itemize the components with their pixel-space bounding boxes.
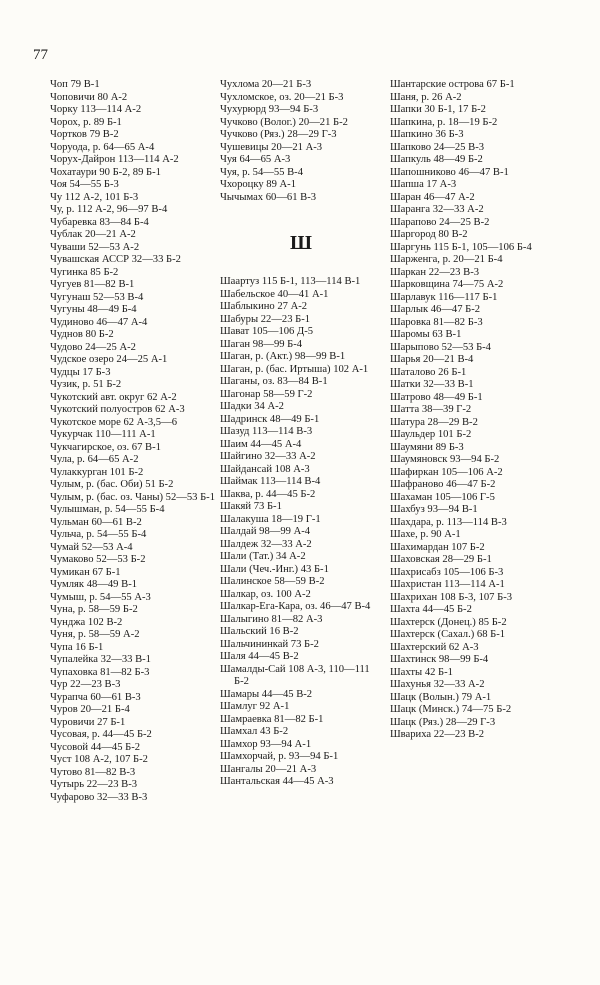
index-column-1 [50,79,215,804]
index-entry: Шантарские острова 67 Б-1 [390,79,515,90]
index-entry: Шаран 46—47 А-2 [390,191,475,203]
index-entry: Шали (Чеч.-Инг.) 43 Б-1 [220,563,329,575]
index-entry: Чу, р. 112 А-2, 96—97 В-4 [50,204,168,215]
index-entry: Чоп 79 В-1 [50,79,100,90]
index-entry: Чоповичи 80 А-2 [50,91,128,103]
index-entry: Шатрово 48—49 Б-1 [390,391,483,403]
index-entry: Чудцы 17 Б-3 [50,366,111,378]
index-entry: Шакяй 73 Б-1 [220,501,282,512]
index-entry: Чумикан 67 Б-1 [50,566,121,578]
index-entry: Шаранга 32—33 А-2 [390,204,484,215]
index-entry: Шамхал 43 Б-2 [220,726,289,737]
index-entry: Чудское озеро 24—25 А-1 [50,354,168,365]
index-entry: Чулым, р. (бас. оз. Чаны) 52—53 Б-1 [50,491,215,503]
index-entry: Шамлуг 92 А-1 [220,701,290,712]
index-entry: Чумай 52—53 А-4 [50,541,133,553]
index-entry: Шахрисабз 105—106 Б-3 [390,566,504,578]
page-number: 77 [33,47,48,63]
index-entry: Шальский 16 В-2 [220,626,299,637]
index-entry: Шапошниково 46—47 В-1 [390,166,509,178]
index-entry: Шаган 98—99 Б-4 [220,338,303,350]
index-entry: Шали (Тат.) 34 А-2 [220,551,306,562]
index-entry: Шахты 42 Б-1 [390,666,453,678]
index-entry: Чуня, р. 58—59 А-2 [50,629,140,640]
index-entry: Чорух-Дайрон 113—114 А-2 [50,154,179,165]
index-entry: Шантальская 44—45 А-3 [220,776,334,787]
index-entry: Шахтерский 62 А-3 [390,641,479,653]
index-entry: Чоя 54—55 Б-3 [50,179,119,190]
index-entry: Чу 112 А-2, 101 Б-3 [50,191,139,203]
index-entry: Чулым, р. (бас. Оби) 51 Б-2 [50,479,174,490]
index-entry: Чорку 113—114 А-2 [50,104,142,115]
index-entry: Шаим 44—45 А-4 [220,438,302,450]
index-entry: Чусовой 44—45 Б-2 [50,741,141,753]
index-entry: Чублак 20—21 А-2 [50,229,136,240]
index-entry: Чупалейка 32—33 В-1 [50,654,151,665]
index-entry: Шарженга, р. 20—21 Б-4 [390,254,503,265]
index-column-2 [220,79,382,789]
index-entry: Шаумяни 89 Б-3 [390,441,464,453]
index-entry: Чутырь 22—23 В-3 [50,779,138,790]
index-entry: Шацк (Ряз.) 28—29 Г-3 [390,716,496,728]
section-letter-heading: Ш [290,232,312,254]
index-entry: Чхороцку 89 А-1 [220,179,296,190]
index-entry: Шахристан 113—114 А-1 [390,579,505,590]
index-entry: Шазуд 113—114 В-3 [220,426,313,437]
index-entry: Чычымах 60—61 В-3 [220,191,317,203]
index-entry: Шават 105—106 Д-5 [220,326,314,337]
index-entry: Чушевицы 20—21 А-3 [220,141,323,153]
index-entry: Шапки 30 Б-1, 17 Б-2 [390,104,486,115]
index-entry: Чумыш, р. 54—55 А-3 [50,591,151,603]
index-entry: Шарыпово 52—53 Б-4 [390,341,491,353]
index-entry: Шаня, р. 26 А-2 [390,91,462,103]
index-entry: Шаган, р. (Акт.) 98—99 В-1 [220,351,346,362]
index-entry: Чукотский полуостров 62 А-3 [50,404,185,415]
index-entry: Шахбуз 93—94 В-1 [390,504,478,515]
index-entry: Чудиново 46—47 А-4 [50,316,148,328]
index-entry: Шацк (Минск.) 74—75 Б-2 [390,704,512,715]
index-entry: Чухлома 20—21 Б-3 [220,79,312,90]
index-entry: Шалдай 98—99 А-4 [220,526,311,537]
index-entry: Шамраевка 81—82 Б-1 [220,713,324,725]
index-entry: Чунджа 102 В-2 [50,616,123,628]
index-entry: Шахе, р. 90 А-1 [390,529,461,540]
index-entry: Чузик, р. 51 Б-2 [50,379,122,390]
index-entry: Шаргород 80 В-2 [390,229,468,240]
index-entry: Шаган, р. (бас. Иртыша) 102 А-1 [220,363,369,375]
index-entry: Шарлавук 116—117 Б-1 [390,291,498,303]
index-entry: Шахунья 32—33 А-2 [390,679,485,690]
index-entry: Шаартуз 115 Б-1, 113—114 В-1 [220,276,361,287]
index-entry: Чукотское море 62 А-3,5—6 [50,416,177,428]
index-entry: Шангалы 20—21 А-3 [220,763,317,775]
index-entry: Чукотский авт. округ 62 А-2 [50,391,177,403]
index-entry: Чутово 81—82 В-3 [50,766,136,778]
index-entry: Чуваши 52—53 А-2 [50,241,140,253]
index-entry: Шапково 24—25 В-3 [390,141,485,153]
index-entry: Чучково (Волог.) 20—21 Б-2 [220,116,348,128]
index-entry: Чуров 20—21 Б-4 [50,704,130,715]
index-entry: Чумляк 48—49 В-1 [50,579,138,590]
index-entry: Шаблыкино 27 А-2 [220,301,308,312]
index-entry: Шалдеж 32—33 А-2 [220,538,312,550]
index-entry: Шаганы, оз. 83—84 В-1 [220,376,328,387]
index-entry: Шацк (Волын.) 79 А-1 [390,691,492,703]
index-entry: Чуя, р. 54—55 В-4 [220,166,304,178]
index-entry: Чульча, р. 54—55 Б-4 [50,529,147,540]
index-entry: Шапша 17 А-3 [390,179,457,190]
index-entry: Шаталово 26 Б-1 [390,366,467,378]
index-entry: Чуфарово 32—33 В-3 [50,791,148,803]
index-entry: Чусовая, р. 44—45 Б-2 [50,729,152,740]
index-entry: Шальчининкай 73 Б-2 [220,638,319,650]
index-entry: Шалыгино 81—82 А-3 [220,613,323,625]
index-entry: Шахдара, р. 113—114 В-3 [390,516,507,528]
index-entry: Чоруода, р. 64—65 А-4 [50,141,155,153]
index-entry: Шатта 38—39 Г-2 [390,404,472,415]
index-entry: Шапкина, р. 18—19 Б-2 [390,116,498,128]
index-entry: Шарапово 24—25 В-2 [390,216,490,228]
index-entry: Шаркан 22—23 В-3 [390,266,480,278]
index-entry: Швариха 22—23 В-2 [390,729,485,740]
index-entry: Шалакуша 18—19 Г-1 [220,513,321,525]
index-entry: Чуя 64—65 А-3 [220,154,291,165]
index-entry: Шаульдер 101 Б-2 [390,429,472,440]
index-entry: Шапкино 36 Б-3 [390,129,464,140]
index-entry: Шамалды-Сай 108 А-3, 110—111 Б-2 [220,663,370,687]
index-entry: Чугинка 85 Б-2 [50,266,119,278]
index-entry: Шахтерск (Сахал.) 68 Б-1 [390,629,506,640]
index-entry: Чувашская АССР 32—33 Б-2 [50,254,181,265]
index-entry: Чулышман, р. 54—55 Б-4 [50,504,165,515]
index-entry: Шаймак 113—114 В-4 [220,476,321,487]
index-entry: Чухломское, оз. 20—21 Б-3 [220,91,344,103]
index-entry: Шатура 28—29 В-2 [390,416,478,428]
index-entry: Шарковщина 74—75 А-2 [390,279,504,290]
index-entry: Чуднов 80 Б-2 [50,329,114,340]
index-entry: Шагонар 58—59 Г-2 [220,388,313,400]
index-entry: Шаровка 81—82 Б-3 [390,316,483,328]
index-entry: Чучково (Ряз.) 28—29 Г-3 [220,129,337,140]
index-entry: Шарья 20—21 В-4 [390,354,474,365]
index-entry: Шалкар-Ега-Кара, оз. 46—47 В-4 [220,601,371,612]
index-entry: Шаргунь 115 Б-1, 105—106 Б-4 [390,241,532,253]
index-entry: Шахтерск (Донец.) 85 Б-2 [390,616,507,628]
index-entry: Шарлык 46—47 Б-2 [390,304,481,315]
index-entry: Шахимардан 107 Б-2 [390,541,485,553]
index-entry: Чуровичи 27 Б-1 [50,716,126,728]
index-entry: Шамары 44—45 В-2 [220,688,313,700]
index-entry: Чула, р. 64—65 А-2 [50,454,139,465]
index-entry: Шайдансай 108 А-3 [220,463,310,475]
index-entry: Чупа 16 Б-1 [50,641,104,653]
index-entry: Чумаково 52—53 Б-2 [50,554,146,565]
index-entry: Чурапча 60—61 В-3 [50,691,141,703]
index-entry: Чугунаш 52—53 В-4 [50,291,144,303]
index-entry: Чубаревка 83—84 Б-4 [50,216,149,228]
index-entry: Шамхорчай, р. 93—94 Б-1 [220,751,339,762]
index-entry: Шафиркан 105—106 А-2 [390,466,503,478]
index-entry: Чуна, р. 58—59 Б-2 [50,604,138,615]
index-entry: Чухурюрд 93—94 Б-3 [220,104,319,115]
index-entry: Чугуев 81—82 В-1 [50,279,135,290]
index-entry: Шаромы 63 В-1 [390,329,462,340]
index-entry: Чохатаури 90 Б-2, 89 Б-1 [50,166,161,178]
index-entry: Шахаман 105—106 Г-5 [390,491,495,503]
index-entry: Шахтинск 98—99 Б-4 [390,654,489,665]
index-entry: Чуст 108 А-2, 107 Б-2 [50,754,148,765]
index-entry: Шаумяновск 93—94 Б-2 [390,454,500,465]
index-entry: Шабуры 22—23 Б-1 [220,313,311,325]
index-entry: Чудово 24—25 А-2 [50,341,136,353]
index-entry: Чулаккурган 101 Б-2 [50,466,144,478]
index-entry: Шадринск 48—49 Б-1 [220,413,320,425]
index-entry: Чур 22—23 В-3 [50,679,121,690]
index-entry: Шапкуль 48—49 Б-2 [390,154,483,165]
index-entry: Шабельское 40—41 А-1 [220,288,329,300]
index-entry: Шаховская 28—29 Б-1 [390,554,492,565]
index-entry: Шадки 34 А-2 [220,401,284,412]
index-entry: Чукчагирское, оз. 67 В-1 [50,441,161,453]
index-entry: Чортков 79 В-2 [50,129,119,140]
index-entry: Шамхор 93—94 А-1 [220,738,312,750]
index-entry: Шалинское 58—59 В-2 [220,576,325,587]
index-entry: Шафраново 46—47 Б-2 [390,479,496,490]
index-entry: Шаква, р. 44—45 Б-2 [220,488,316,500]
index-entry: Чупаховка 81—82 Б-3 [50,666,150,678]
index-entry: Шатки 32—33 В-1 [390,379,474,390]
index-entry: Чугуны 48—49 Б-4 [50,304,137,315]
index-entry: Чукурчак 110—111 А-1 [50,429,156,440]
index-entry: Чорох, р. 89 Б-1 [50,116,122,128]
index-entry: Шайгино 32—33 А-2 [220,451,316,462]
index-entry: Шахта 44—45 Б-2 [390,604,472,615]
index-column-3 [390,79,570,742]
index-entry: Шаля 44—45 В-2 [220,651,299,662]
index-entry: Шахрихан 108 Б-3, 107 Б-3 [390,591,513,603]
index-entry: Шалкар, оз. 100 А-2 [220,588,311,600]
index-entry: Чульман 60—61 В-2 [50,516,142,528]
